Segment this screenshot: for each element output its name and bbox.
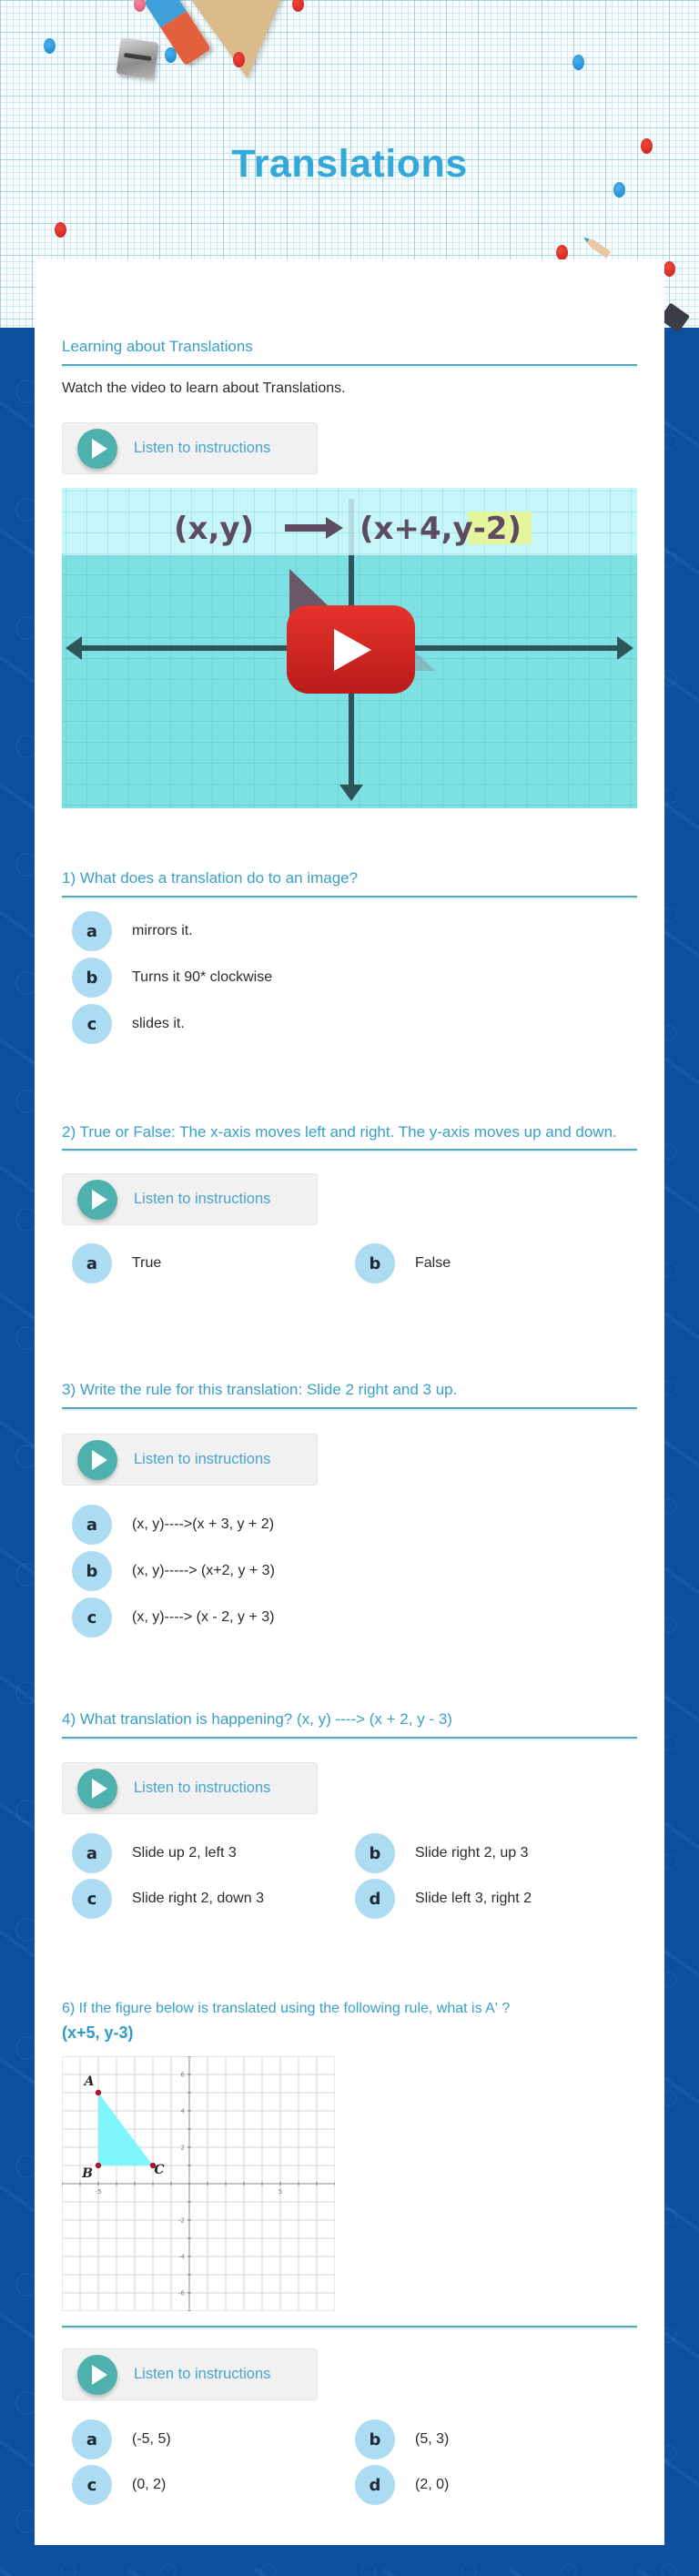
listen-button[interactable]: [62, 422, 318, 474]
choice-letter: b: [72, 958, 112, 998]
play-icon: [77, 429, 117, 469]
video-formula-highlight: y-2: [452, 511, 508, 547]
play-icon: [77, 1440, 117, 1480]
listen-label: Listen to instructions: [134, 1451, 271, 1467]
video-formula-left: (x,y): [174, 511, 255, 547]
question-heading: 4) What translation is happening? (x, y) ----> (x + 2, y - 3): [62, 1708, 637, 1739]
choice-text: (2, 0): [415, 2477, 450, 2492]
choice-letter: b: [355, 1833, 395, 1873]
choice-letter: c: [72, 1004, 112, 1044]
choice-letter: d: [355, 1879, 395, 1919]
worksheet-card: [35, 259, 664, 2545]
coordinate-graph: [62, 2056, 335, 2311]
y-tick-label: 4: [180, 2107, 185, 2115]
page-title: Translations: [231, 142, 468, 186]
choice-text: Slide right 2, up 3: [415, 1845, 529, 1861]
svg-text:(x+4,y-2): [360, 511, 522, 547]
choice-a[interactable]: [72, 1833, 355, 1873]
choice-letter: a: [72, 2419, 112, 2459]
decor-dot: [233, 52, 245, 67]
choice-letter: a: [72, 1505, 112, 1545]
question-heading-block: [62, 1997, 637, 2328]
choice-c[interactable]: [72, 1879, 355, 1919]
y-tick-label: -4: [178, 2253, 185, 2261]
choice-letter: b: [72, 1551, 112, 1591]
intro-section: [62, 335, 637, 808]
choice-d[interactable]: [355, 1879, 638, 1919]
sharpener-decoration: [116, 37, 158, 78]
listen-button[interactable]: [62, 1173, 318, 1225]
y-tick-label: 6: [180, 2071, 185, 2079]
x-tick-label: -5: [95, 2188, 102, 2196]
point-b: [96, 2163, 101, 2168]
choice-text: (5, 3): [415, 2431, 450, 2447]
question-4: [62, 1708, 637, 1919]
listen-label: Listen to instructions: [134, 1191, 271, 1207]
video-thumbnail: [62, 488, 637, 808]
translation-rule: (x+5, y-3): [62, 2023, 134, 2042]
choice-text: (x, y)----> (x - 2, y + 3): [132, 1609, 275, 1625]
choice-a[interactable]: [72, 911, 637, 951]
choice-a[interactable]: [72, 2419, 355, 2459]
choice-text: False: [415, 1255, 451, 1271]
question-heading: 3) Write the rule for this translation: Slide 2 right and 3 up.: [62, 1378, 637, 1409]
choice-letter: c: [72, 2465, 112, 2505]
x-tick-label: 5: [278, 2188, 283, 2196]
pencil-decoration: [581, 234, 611, 259]
point-label: C: [154, 2163, 165, 2177]
choice-c[interactable]: [72, 1597, 637, 1638]
youtube-play-icon[interactable]: [287, 605, 415, 694]
ruler-decoration: [190, 0, 299, 85]
choice-c[interactable]: [72, 2465, 355, 2505]
question-1: [62, 867, 637, 1044]
point-a: [96, 2090, 101, 2095]
choice-letter: d: [355, 2465, 395, 2505]
choice-a[interactable]: [72, 1505, 637, 1545]
choice-letter: c: [72, 1597, 112, 1638]
choice-c[interactable]: [72, 1004, 637, 1044]
choice-letter: a: [72, 1833, 112, 1873]
choice-list: [72, 1505, 637, 1638]
choice-text: slides it.: [132, 1016, 185, 1031]
y-tick-label: -2: [178, 2216, 185, 2225]
choice-text: mirrors it.: [132, 923, 193, 938]
svg-text:(x,y): [174, 511, 254, 547]
play-icon: [77, 1180, 117, 1220]
listen-button[interactable]: [62, 1762, 318, 1814]
choice-text: Slide left 3, right 2: [415, 1891, 532, 1906]
instruction-text: Watch the video to learn about Translations.: [62, 380, 346, 396]
listen-button[interactable]: [62, 2348, 318, 2400]
listen-label: Listen to instructions: [134, 2366, 271, 2382]
choice-text: (x, y)---->(x + 3, y + 2): [132, 1516, 275, 1532]
choice-list: [72, 2419, 637, 2505]
choice-letter: b: [355, 1243, 395, 1283]
choice-letter: a: [72, 911, 112, 951]
question-heading: 6) If the figure below is translated using the following rule, what is A' ?: [62, 2001, 511, 2016]
choice-text: (0, 2): [132, 2477, 167, 2492]
choice-text: Slide right 2, down 3: [132, 1891, 264, 1906]
decor-dot: [292, 0, 304, 12]
video-formula-prefix: (x+4,: [360, 511, 453, 547]
choice-letter: a: [72, 1243, 112, 1283]
choice-letter: c: [72, 1879, 112, 1919]
choice-letter: b: [355, 2419, 395, 2459]
decor-dot: [134, 0, 146, 12]
point-label: B: [82, 2166, 93, 2181]
choice-list: [72, 911, 637, 1044]
choice-text: Slide up 2, left 3: [132, 1845, 237, 1861]
decor-dot: [664, 261, 675, 277]
choice-a[interactable]: [72, 1243, 355, 1283]
play-icon: [77, 1769, 117, 1809]
choice-d[interactable]: [355, 2465, 638, 2505]
decor-dot: [572, 55, 584, 70]
choice-list: [72, 1833, 637, 1919]
choice-b[interactable]: [355, 1833, 638, 1873]
choice-b[interactable]: [355, 1243, 638, 1283]
decor-dot: [44, 38, 56, 54]
choice-b[interactable]: [355, 2419, 638, 2459]
question-heading: 1) What does a translation do to an image?: [62, 867, 637, 898]
choice-b[interactable]: [72, 958, 637, 998]
choice-text: (x, y)-----> (x+2, y + 3): [132, 1563, 275, 1578]
listen-label: Listen to instructions: [134, 440, 271, 456]
question-heading: 2) True or False: The x-axis moves left and right. The y-axis moves up and down.: [62, 1121, 637, 1151]
choice-text: (-5, 5): [132, 2431, 171, 2447]
choice-list: [72, 1243, 637, 1283]
play-icon: [77, 2355, 117, 2395]
listen-label: Listen to instructions: [134, 1780, 271, 1796]
video-formula-suffix: ): [507, 511, 522, 547]
y-tick-label: 2: [180, 2144, 185, 2152]
decor-dot: [556, 245, 568, 260]
choice-text: Turns it 90* clockwise: [132, 969, 273, 985]
question-3: [62, 1378, 637, 1638]
point-label: A: [84, 2074, 95, 2089]
section-heading: Learning about Translations: [62, 335, 637, 366]
choice-text: True: [132, 1255, 162, 1271]
decor-dot: [55, 222, 66, 238]
question-2: [62, 1121, 637, 1283]
y-tick-label: -6: [178, 2289, 185, 2297]
video-player[interactable]: [62, 488, 637, 808]
choice-b[interactable]: [72, 1551, 637, 1591]
listen-button[interactable]: [62, 1434, 318, 1486]
question-6: [62, 1997, 637, 2505]
